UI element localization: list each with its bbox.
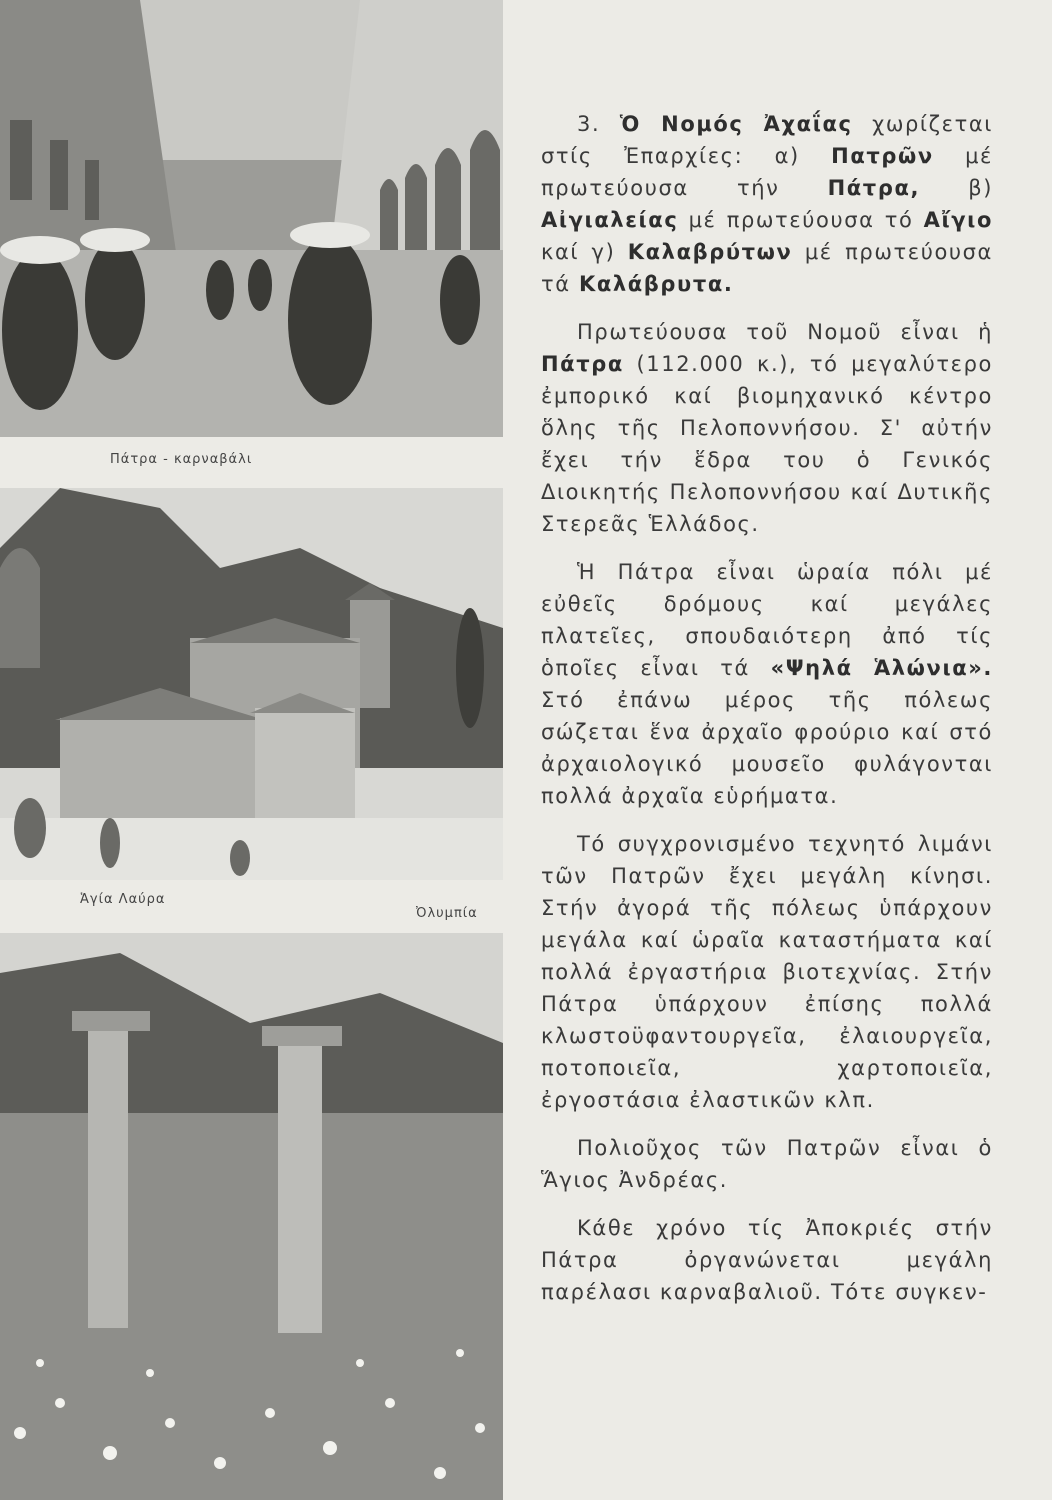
caption-olympia: Ὀλυμπία (416, 906, 478, 921)
paragraph-3: Ἡ Πάτρα εἶναι ὡραία πόλι μέ εὐθεῖς δρόμους καί μεγάλες πλατεῖες, σπουδαιότερη ἀπό τίς ὁποῖες εἶναι τά «Ψηλά Ἁλώνια». Στό ἐπάνω μέρος τῆς πόλεως σώζεται ἕνα ἀρχαῖο φρούριο καί στό ἀρχαιολογικό μουσεῖο φυλάγονται πολλά ἀρχαῖα εὑρήματα. (541, 560, 993, 808)
caption-carnival: Πάτρα - καρναβάλι (110, 452, 253, 467)
caption-agia-lavra: Ἁγία Λαύρα (80, 892, 166, 907)
paragraph-1: 3. Ὁ Νομός Ἀχαΐας χωρίζεται στίς Ἐπαρχίες: α) Πατρῶν μέ πρωτεύουσα τήν Πάτρα, β) Αἰγιαλείας μέ πρωτεύουσα τό Αἴγιο καί γ) Καλαβρύτων μέ πρωτεύουσα τά Καλάβρυτα. (541, 112, 994, 296)
article-text (541, 108, 993, 1324)
carnival-photo (0, 0, 503, 437)
paragraph-6: Κάθε χρόνο τίς Ἀποκριές στήν Πάτρα ὀργανώνεται μεγάλη παρέλασι καρναβαλιοῦ. Τότε συγκεν- (541, 1216, 993, 1304)
paragraph-4: Τό συγχρονισμένο τεχνητό λιμάνι τῶν Πατρῶν ἔχει μεγάλη κίνησι. Στήν ἀγορά τῆς πόλεως ὑπάρχουν μεγάλα καί ὡραῖα καταστήματα καί πολλά ἐργαστήρια βιοτεχνίας. Στήν Πάτρα ὑπάρχουν ἐπίσης πολλά κλωστοϋφαντουργεῖα, ἐλαιουργεῖα, ποτοποιεῖα, χαρτοποιεῖα, ἐργοστάσια ἐλαστικῶν κλπ. (541, 832, 993, 1112)
paragraph-2: Πρωτεύουσα τοῦ Νομοῦ εἶναι ἡ Πάτρα (112.000 κ.), τό μεγαλύτερο ἐμπορικό καί βιομηχανικό κέντρο ὅλης τῆς Πελοποννήσου. Σ' αὐτήν ἔχει τήν ἕδρα του ὁ Γενικός Διοικητής Πελοποννήσου καί Δυτικῆς Στερεᾶς Ἑλλάδος. (541, 320, 993, 536)
paragraph-5: Πολιοῦχος τῶν Πατρῶν εἶναι ὁ Ἅγιος Ἀνδρέας. (541, 1136, 993, 1192)
olympia-photo (0, 933, 503, 1500)
agia-lavra-photo (0, 488, 503, 880)
